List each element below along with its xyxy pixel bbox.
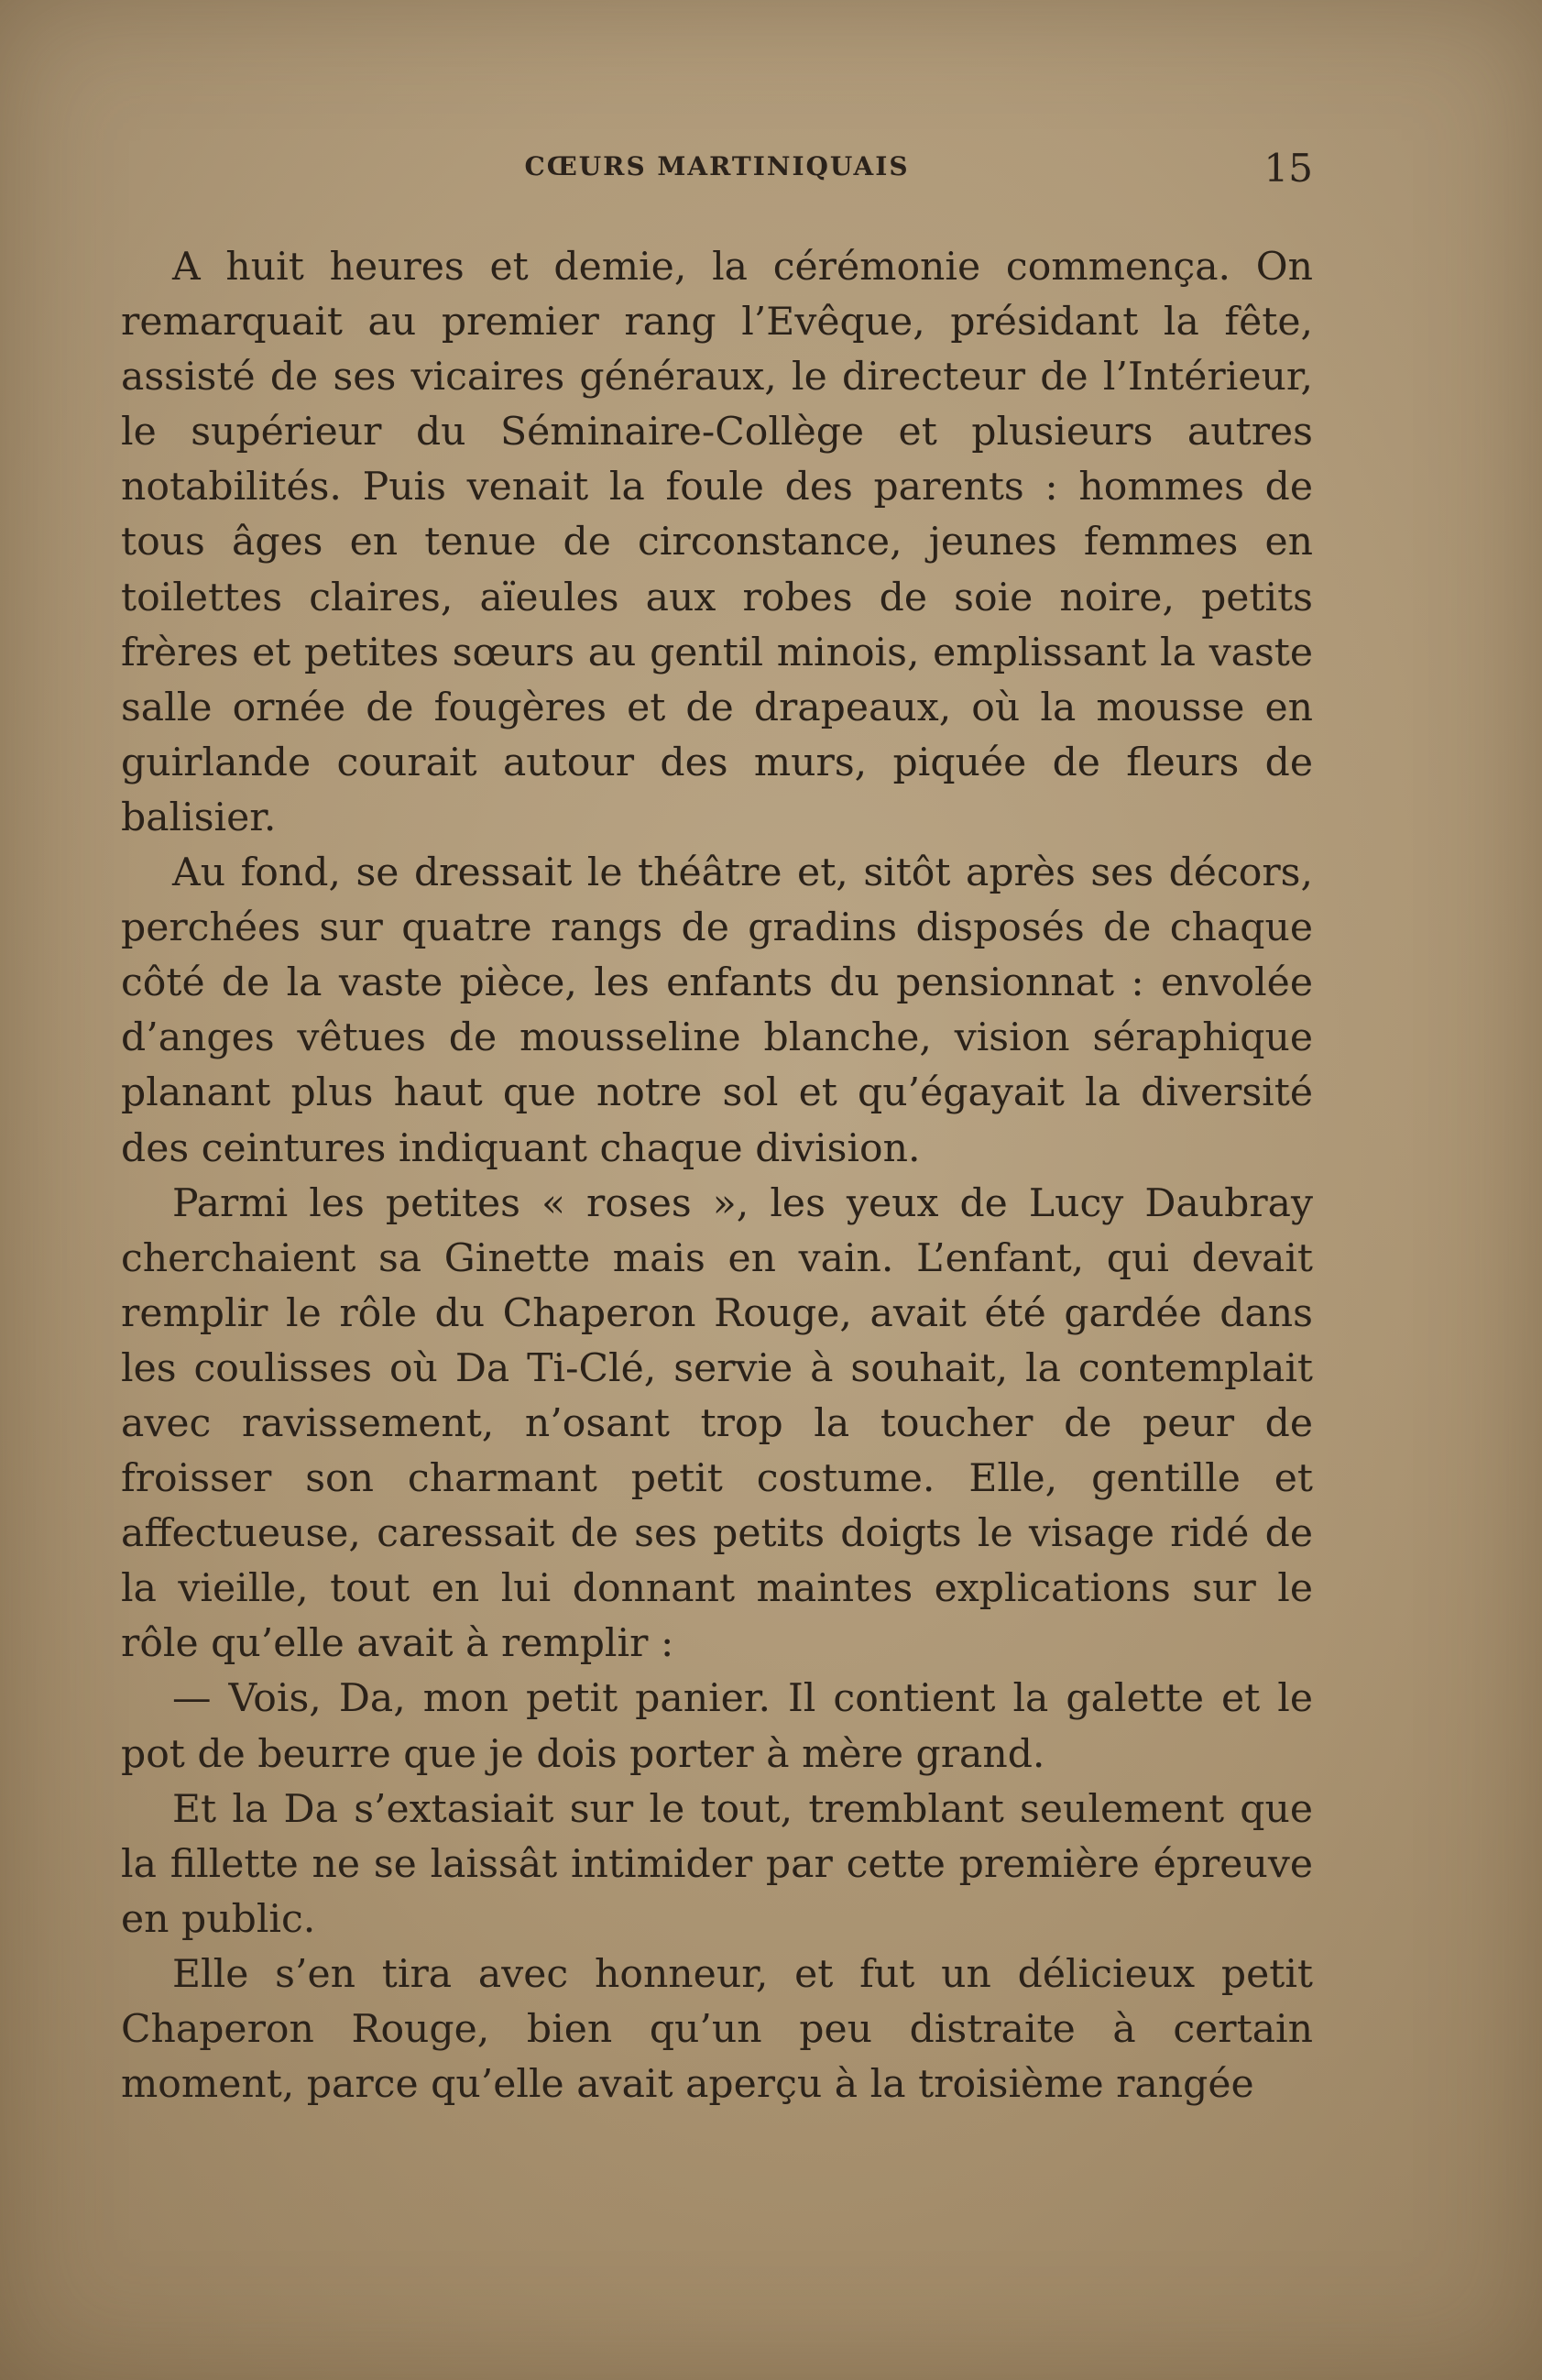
page-number: 15: [1263, 146, 1313, 191]
paragraph-lucy: Parmi les petites « roses », les yeux de Lucy Daubray cherchaient sa Ginette mais en vain. L’enfant, qui devait remplir le rôle du Chaperon Rouge, avait été gardée dans les coulisses où Da Ti-Clé, servie à souhait, la contemplait avec ravissement, n’osant trop la toucher de peur de froisser son charmant petit costume. Elle, gentille et affectueuse, caressait de ses petits doigts le visage ridé de la vieille, tout en lui donnant maintes explications sur le rôle qu’elle avait à remplir :: [121, 1180, 1313, 1667]
paragraph-ceremony: A huit heures et demie, la cérémonie commença. On remarquait au premier rang l’Evêque, présidant la fête, assisté de ses vicaires généraux, le directeur de l’Intérieur, le supérieur du Séminaire-Collège et plusieurs autres notabilités. Puis venait la foule des parents : hommes de tous âges en tenue de circonstance, jeunes femmes en toilettes claires, aïeules aux robes de soie noire, petits frères et petites sœurs au gentil minois, emplissant la vaste salle ornée de fougères et de drapeaux, où la mousse en guirlande courait autour des murs, piquée de fleurs de balisier.: [121, 245, 1313, 840]
paragraph-chaperon: Elle s’en tira avec honneur, et fut un délicieux petit Chaperon Rouge, bien qu’un peu distraite à certain moment, parce qu’elle avait aperçu à la troisième rangée: [121, 1951, 1313, 2108]
body-text: [121, 240, 1313, 2112]
running-head: [121, 146, 1313, 197]
paragraph-dialogue: — Vois, Da, mon petit panier. Il contient la galette et le pot de beurre que je dois porter à mère grand.: [121, 1676, 1313, 1777]
paragraph-da: Et la Da s’extasiait sur le tout, tremblant seulement que la fillette ne se laissât intimider par cette première épreuve en public.: [121, 1786, 1313, 1942]
running-title: CŒURS MARTINIQUAIS: [524, 151, 910, 181]
paragraph-theatre: Au fond, se dressait le théâtre et, sitôt après ses décors, perchées sur quatre rangs de gradins disposés de chaque côté de la vaste pièce, les enfants du pensionnat : envolée d’anges vêtues de mousseline blanche, vision séraphique planant plus haut que notre sol et qu’égayait la diversité des ceintures indiquant chaque division.: [121, 850, 1313, 1171]
